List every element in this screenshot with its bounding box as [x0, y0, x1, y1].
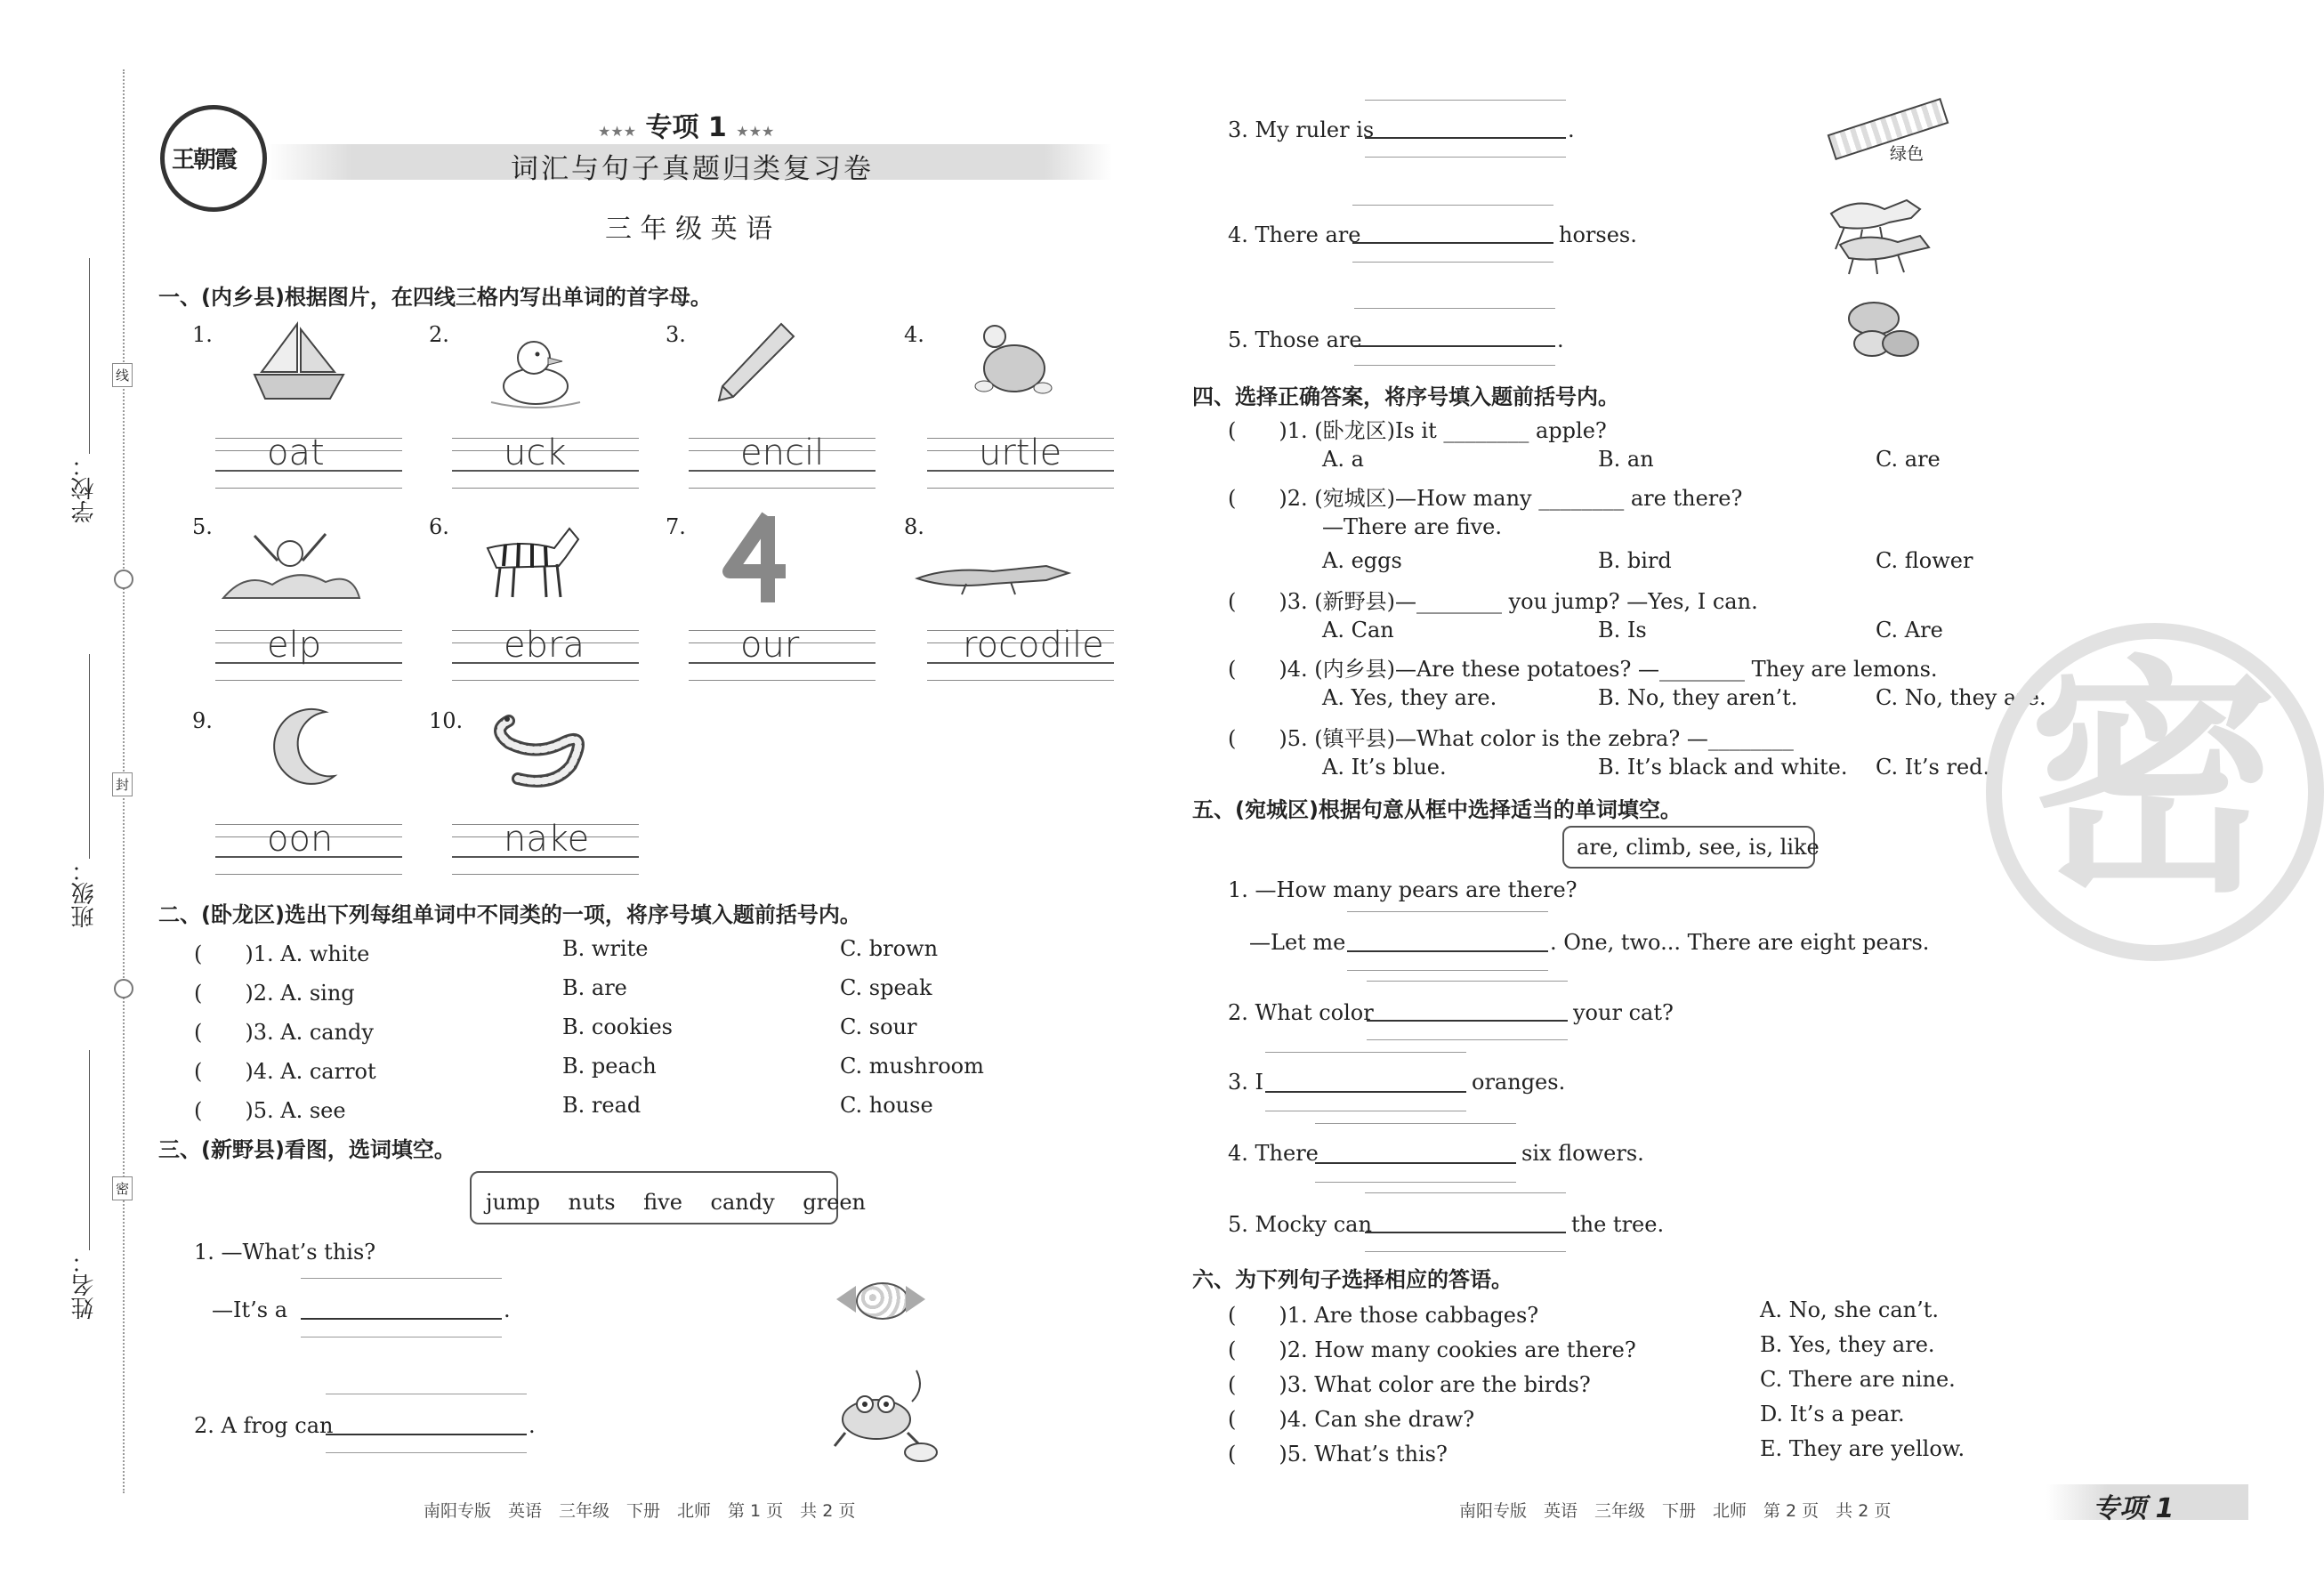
footer-left: 南阳专版 英语 三年级 下册 北师 第 1 页 共 2 页 — [424, 1501, 856, 1521]
s3-q2-dot: . — [529, 1413, 536, 1438]
nuts-icon — [1840, 294, 1929, 365]
footer-right: 南阳专版 英语 三年级 下册 北师 第 2 页 共 2 页 — [1459, 1501, 1892, 1521]
match-answer: E. They are yellow. — [1760, 1436, 1965, 1461]
s5-q4-guide — [1315, 1123, 1516, 1124]
choice-option: B. It’s black and white. — [1598, 755, 1848, 780]
match-question[interactable]: ( )4. Can she draw? — [1228, 1407, 1475, 1432]
class-label: 班级： — [71, 859, 98, 928]
choice-question[interactable]: ( )3. (新野县)—________ you jump? —Yes, I can. — [1228, 589, 1758, 614]
s3-q1-dot: . — [504, 1297, 511, 1322]
choice-option: B. No, they aren’t. — [1598, 685, 1798, 710]
s3-q1-answer[interactable] — [301, 1318, 502, 1320]
item-number: 1. — [192, 322, 213, 347]
badge-text: 专项 1 — [645, 112, 727, 143]
s5-q4-guide — [1315, 1182, 1516, 1183]
s3-q3: 3. My ruler is — [1228, 117, 1375, 142]
section2-title: 二、(卧龙区)选出下列每组单词中不同类的一项，将序号填入题前括号内。 — [158, 902, 861, 927]
seal-mark-mi: 密 — [112, 1176, 133, 1200]
scissors-icon — [114, 979, 133, 998]
match-answer: C. There are nine. — [1760, 1367, 1956, 1392]
help-icon — [219, 518, 361, 610]
choice-option: A. a — [1322, 447, 1364, 472]
match-answer: B. Yes, they are. — [1760, 1332, 1935, 1357]
choice-option: B. are — [562, 975, 627, 1000]
s5-q1-line3: . One, two... There are eight pears. — [1550, 930, 1930, 955]
s5-q3: 3. I — [1228, 1070, 1264, 1095]
s5-q1-guide — [1347, 911, 1548, 912]
s3-q2-answer[interactable] — [326, 1434, 527, 1435]
word-box — [470, 1171, 867, 1224]
item-number: 7. — [666, 514, 686, 539]
choice-option: C. house — [840, 1093, 933, 1118]
s3-q4-end: horses. — [1559, 222, 1637, 247]
class-field[interactable] — [89, 654, 90, 859]
section1-item — [429, 317, 642, 495]
section1-item — [429, 703, 642, 881]
four-icon — [719, 509, 799, 610]
word-fragment: elp — [267, 625, 322, 666]
choice-question[interactable]: ( )3. A. candy — [194, 1020, 374, 1045]
section1-item — [192, 703, 406, 881]
word-fragment: urtle — [979, 432, 1062, 473]
choice-question[interactable]: ( )2. A. sing — [194, 981, 355, 1006]
choice-question[interactable]: ( )1. A. white — [194, 941, 370, 966]
s3-q4: 4. There are — [1228, 222, 1361, 247]
s3-q5-answer[interactable] — [1354, 345, 1555, 347]
section6-title: 六、为下列句子选择相应的答语。 — [1192, 1267, 1513, 1292]
match-question[interactable]: ( )1. Are those cabbages? — [1228, 1303, 1539, 1328]
choice-option: C. speak — [840, 975, 932, 1000]
section4-title: 四、选择正确答案，将序号填入题前括号内。 — [1192, 384, 1619, 409]
section1-item — [666, 317, 879, 495]
candy-icon — [836, 1277, 925, 1321]
s5-q2-answer[interactable] — [1367, 1020, 1568, 1022]
seal-mark-feng: 封 — [112, 772, 133, 796]
duck-icon — [482, 324, 589, 416]
school-field[interactable] — [89, 258, 90, 454]
s3-q1-line1: 1. —What’s this? — [194, 1240, 376, 1265]
word-fragment: our — [740, 625, 800, 666]
ruler-note: 绿色 — [1890, 144, 1925, 164]
item-number: 4. — [904, 322, 924, 347]
match-answer: D. It’s a pear. — [1760, 1402, 1905, 1426]
s5-q3-guide — [1265, 1052, 1466, 1053]
scissors-icon — [114, 570, 133, 589]
s3-q3-guide — [1365, 157, 1566, 158]
snake-icon — [482, 703, 598, 796]
item-number: 2. — [429, 322, 449, 347]
choice-option: C. are — [1876, 447, 1941, 472]
item-number: 5. — [192, 514, 213, 539]
word-fragment: rocodile — [963, 625, 1104, 666]
s5-q3-answer[interactable] — [1265, 1091, 1466, 1093]
word-box-text: jump nuts five candy green — [486, 1190, 867, 1215]
ruler-icon — [1828, 98, 1949, 160]
choice-question[interactable]: ( )5. (镇平县)—What color is the zebra? —________ — [1228, 726, 1794, 751]
word-fragment: oat — [267, 432, 325, 473]
page-title: 词汇与句子真题归类复习卷 — [511, 153, 874, 185]
header-badge — [598, 105, 774, 144]
choice-question[interactable]: ( )5. A. see — [194, 1098, 346, 1123]
turtle-icon — [957, 317, 1064, 409]
page-subtitle: 三 年 级 英 语 — [605, 214, 773, 245]
word-box-text: are, climb, see, is, like — [1577, 835, 1820, 860]
word-box — [1562, 826, 1820, 869]
s5-q5-answer[interactable] — [1365, 1232, 1566, 1233]
word-fragment: oon — [267, 819, 334, 860]
choice-question[interactable]: ( )2. (宛城区)—How many ________ are there? — [1228, 486, 1743, 511]
s3-q1-guide — [301, 1278, 502, 1279]
section5-title: 五、(宛城区)根据句意从框中选择适当的单词填空。 — [1192, 797, 1682, 822]
section1-item — [666, 509, 879, 687]
s3-q4-answer[interactable] — [1352, 242, 1553, 244]
item-number: 6. — [429, 514, 449, 539]
s5-q3-end: oranges. — [1472, 1070, 1566, 1095]
section1-title: 一、(内乡县)根据图片，在四线三格内写出单词的首字母。 — [158, 285, 712, 310]
choice-option: B. bird — [1598, 548, 1672, 573]
s3-q5-guide — [1354, 365, 1555, 366]
match-question[interactable]: ( )2. How many cookies are there? — [1228, 1337, 1636, 1362]
section1-item — [192, 317, 406, 495]
section1-item — [904, 509, 1118, 687]
s5-q4: 4. There — [1228, 1141, 1319, 1166]
seal-mark-xian: 线 — [112, 363, 133, 387]
choice-option: B. write — [562, 936, 649, 961]
s5-q1-answer[interactable] — [1347, 950, 1548, 952]
frog-icon — [827, 1353, 943, 1468]
section1-item — [429, 509, 642, 687]
logo-text: 王朝霞 — [172, 147, 237, 174]
horses-icon — [1822, 178, 1938, 276]
crocodile-icon — [913, 554, 1073, 602]
section1-item — [192, 509, 406, 687]
word-fragment: ebra — [504, 625, 585, 666]
s5-q4-answer[interactable] — [1315, 1162, 1516, 1164]
s3-q2: 2. A frog can — [194, 1413, 334, 1438]
s3-q3-guide — [1365, 100, 1566, 101]
s3-q5: 5. Those are — [1228, 327, 1362, 352]
choice-option: B. cookies — [562, 1014, 673, 1039]
choice-option: A. Can — [1322, 618, 1394, 642]
s5-q5-guide — [1365, 1192, 1566, 1193]
s5-q5-end: the tree. — [1571, 1212, 1665, 1237]
watermark-text: 密 — [2029, 636, 2278, 926]
choice-option: C. Are — [1876, 618, 1943, 642]
choice-question-cont: —There are five. — [1322, 514, 1502, 539]
choice-option: B. peach — [562, 1054, 657, 1079]
footer-tag: 专项 1 — [2093, 1493, 2175, 1524]
match-answer: A. No, she can’t. — [1760, 1297, 1940, 1322]
school-label: 学校： — [71, 454, 98, 523]
choice-question[interactable]: ( )1. (卧龙区)Is it ________ apple? — [1228, 418, 1607, 443]
choice-option: C. flower — [1876, 548, 1973, 573]
s5-q5: 5. Mocky can — [1228, 1212, 1372, 1237]
s5-q5-guide — [1365, 1251, 1566, 1252]
choice-option: A. Yes, they are. — [1322, 685, 1497, 710]
s5-q4-end: six flowers. — [1521, 1141, 1644, 1166]
choice-question[interactable]: ( )4. (内乡县)—Are these potatoes? —________ They are lemons. — [1228, 657, 1938, 682]
choice-option: C. No, they are. — [1876, 685, 2046, 710]
zebra-icon — [470, 513, 585, 605]
s3-q4-guide — [1352, 205, 1553, 206]
s3-q3-dot: . — [1568, 117, 1575, 142]
choice-option: B. Is — [1598, 618, 1647, 642]
s5-q1-guide — [1347, 970, 1548, 971]
s3-q4-guide — [1352, 262, 1553, 263]
boat-icon — [246, 317, 352, 409]
choice-option: B. an — [1598, 447, 1654, 472]
choice-option: B. read — [562, 1093, 642, 1118]
name-field[interactable] — [89, 1050, 90, 1250]
choice-option: C. sour — [840, 1014, 917, 1039]
item-number: 3. — [666, 322, 686, 347]
word-fragment: encil — [740, 432, 825, 473]
moon-icon — [263, 703, 352, 796]
s5-q2-guide — [1367, 1039, 1568, 1040]
header-stars-right: ★★★ — [736, 123, 775, 140]
s5-q2-guide — [1367, 981, 1568, 982]
choice-option: A. It’s blue. — [1322, 755, 1447, 780]
header-stars-left: ★★★ — [598, 123, 637, 140]
s3-q2-guide — [326, 1452, 527, 1453]
word-fragment: uck — [504, 432, 567, 473]
match-question[interactable]: ( )3. What color are the birds? — [1228, 1372, 1591, 1397]
item-number: 10. — [429, 708, 464, 733]
s5-q2-end: your cat? — [1573, 1000, 1674, 1025]
s3-q5-guide — [1354, 308, 1555, 309]
s3-q5-dot: . — [1557, 327, 1564, 352]
choice-option: C. brown — [840, 936, 939, 961]
choice-option: A. eggs — [1322, 548, 1402, 573]
section1-item — [904, 317, 1118, 495]
section3-title: 三、(新野县)看图，选词填空。 — [158, 1137, 456, 1162]
logo-icon — [160, 105, 267, 212]
s3-q1-line2: —It’s a — [212, 1297, 288, 1322]
item-number: 9. — [192, 708, 213, 733]
item-number: 8. — [904, 514, 924, 539]
choice-question[interactable]: ( )4. A. carrot — [194, 1059, 376, 1084]
word-fragment: nake — [504, 819, 590, 860]
name-label: 姓名： — [71, 1250, 98, 1320]
watermark-seal-icon — [1986, 623, 2324, 961]
s5-q1-line2: —Let me — [1249, 930, 1346, 955]
s5-q1-line1: 1. —How many pears are there? — [1228, 877, 1578, 902]
choice-option: C. mushroom — [840, 1054, 984, 1079]
choice-option: C. It’s red. — [1876, 755, 1990, 780]
match-question[interactable]: ( )5. What’s this? — [1228, 1442, 1448, 1467]
s5-q2: 2. What color — [1228, 1000, 1374, 1025]
pencil-icon — [701, 317, 808, 409]
s3-q3-answer[interactable] — [1365, 137, 1566, 139]
